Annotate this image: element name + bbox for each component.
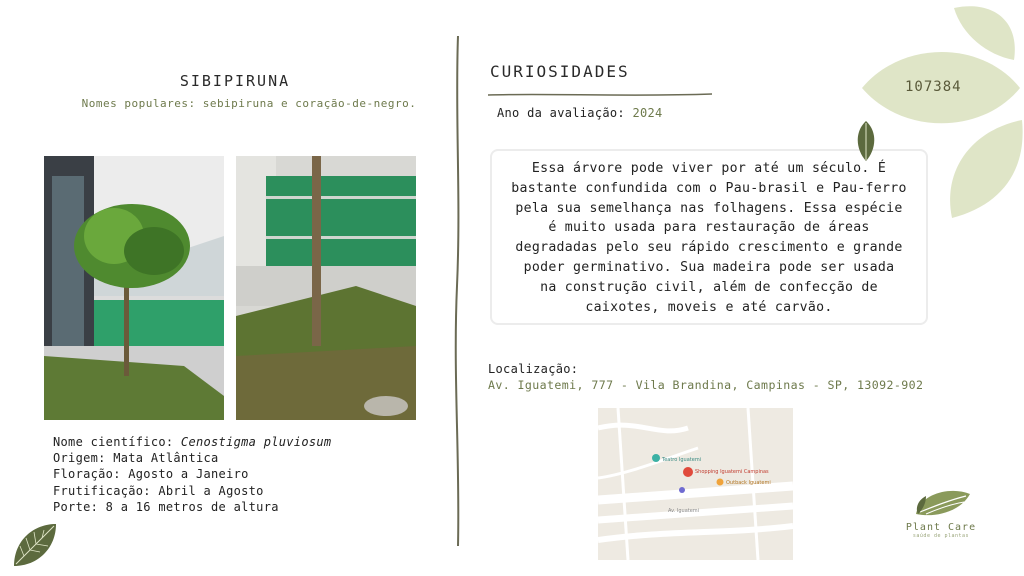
- size: Porte: 8 a 16 metros de altura: [53, 499, 279, 514]
- location-map[interactable]: [598, 408, 793, 560]
- plant-title: SIBIPIRUNA: [179, 72, 291, 90]
- evaluation-year: Ano da avaliação: 2024: [497, 106, 663, 120]
- svg-text:Teatro Iguatemi: Teatro Iguatemi: [662, 457, 702, 463]
- vertical-divider: [452, 36, 464, 546]
- curiosities-title: CURIOSIDADES: [490, 62, 630, 81]
- map-pin-orange: [717, 479, 724, 486]
- map-pin-purple: [679, 487, 685, 493]
- svg-text:Outback Iguatemi: Outback Iguatemi: [726, 480, 771, 486]
- logo-tagline: saúde de plantas: [912, 533, 970, 539]
- scientific-name: Nome científico: Cenostigma pluviosum: [53, 435, 332, 449]
- tree-photo-2: [236, 156, 416, 420]
- origin: Origem: Mata Atlântica: [53, 451, 219, 466]
- title-underline: [488, 84, 712, 92]
- logo-name: Plant Care: [905, 522, 977, 533]
- flowering: Floração: Agosto a Janeiro: [53, 467, 249, 482]
- location-label: Localização:: [488, 362, 579, 376]
- location-address: Av. Iguatemi, 777 - Vila Brandina, Campinas - SP, 13092-902: [488, 378, 924, 392]
- popular-names: Nomes populares: sebipiruna e coração-de-negro.: [81, 97, 417, 110]
- map-pin-red: [683, 467, 693, 477]
- decorative-leaves: [862, 0, 1024, 225]
- tree-id: 107384: [905, 79, 962, 95]
- svg-text:Av. Iguatemi: Av. Iguatemi: [668, 508, 700, 514]
- svg-text:Shopping Iguatemi Campinas: Shopping Iguatemi Campinas: [695, 469, 769, 475]
- tree-photo-1: [44, 156, 224, 420]
- corner-leaf-icon: [10, 520, 60, 570]
- curiosities-text: Essa árvore pode viver por até um século. É bastante confundida com o Pau-brasil e Pau-ferro pela sua semelhança nas folhagens. Essa espécie é muito usada para restauração de áreas degradadas pelo seu rápido crescimento e grande poder germinativo. Sua madeira pode ser usada na construção civil, além de confecção de caixotes, moveis e até carvão.: [511, 161, 907, 315]
- plant-facts: [53, 434, 331, 515]
- map-pin-teal: [652, 454, 660, 462]
- fruiting: Frutificação: Abril a Agosto: [53, 483, 264, 498]
